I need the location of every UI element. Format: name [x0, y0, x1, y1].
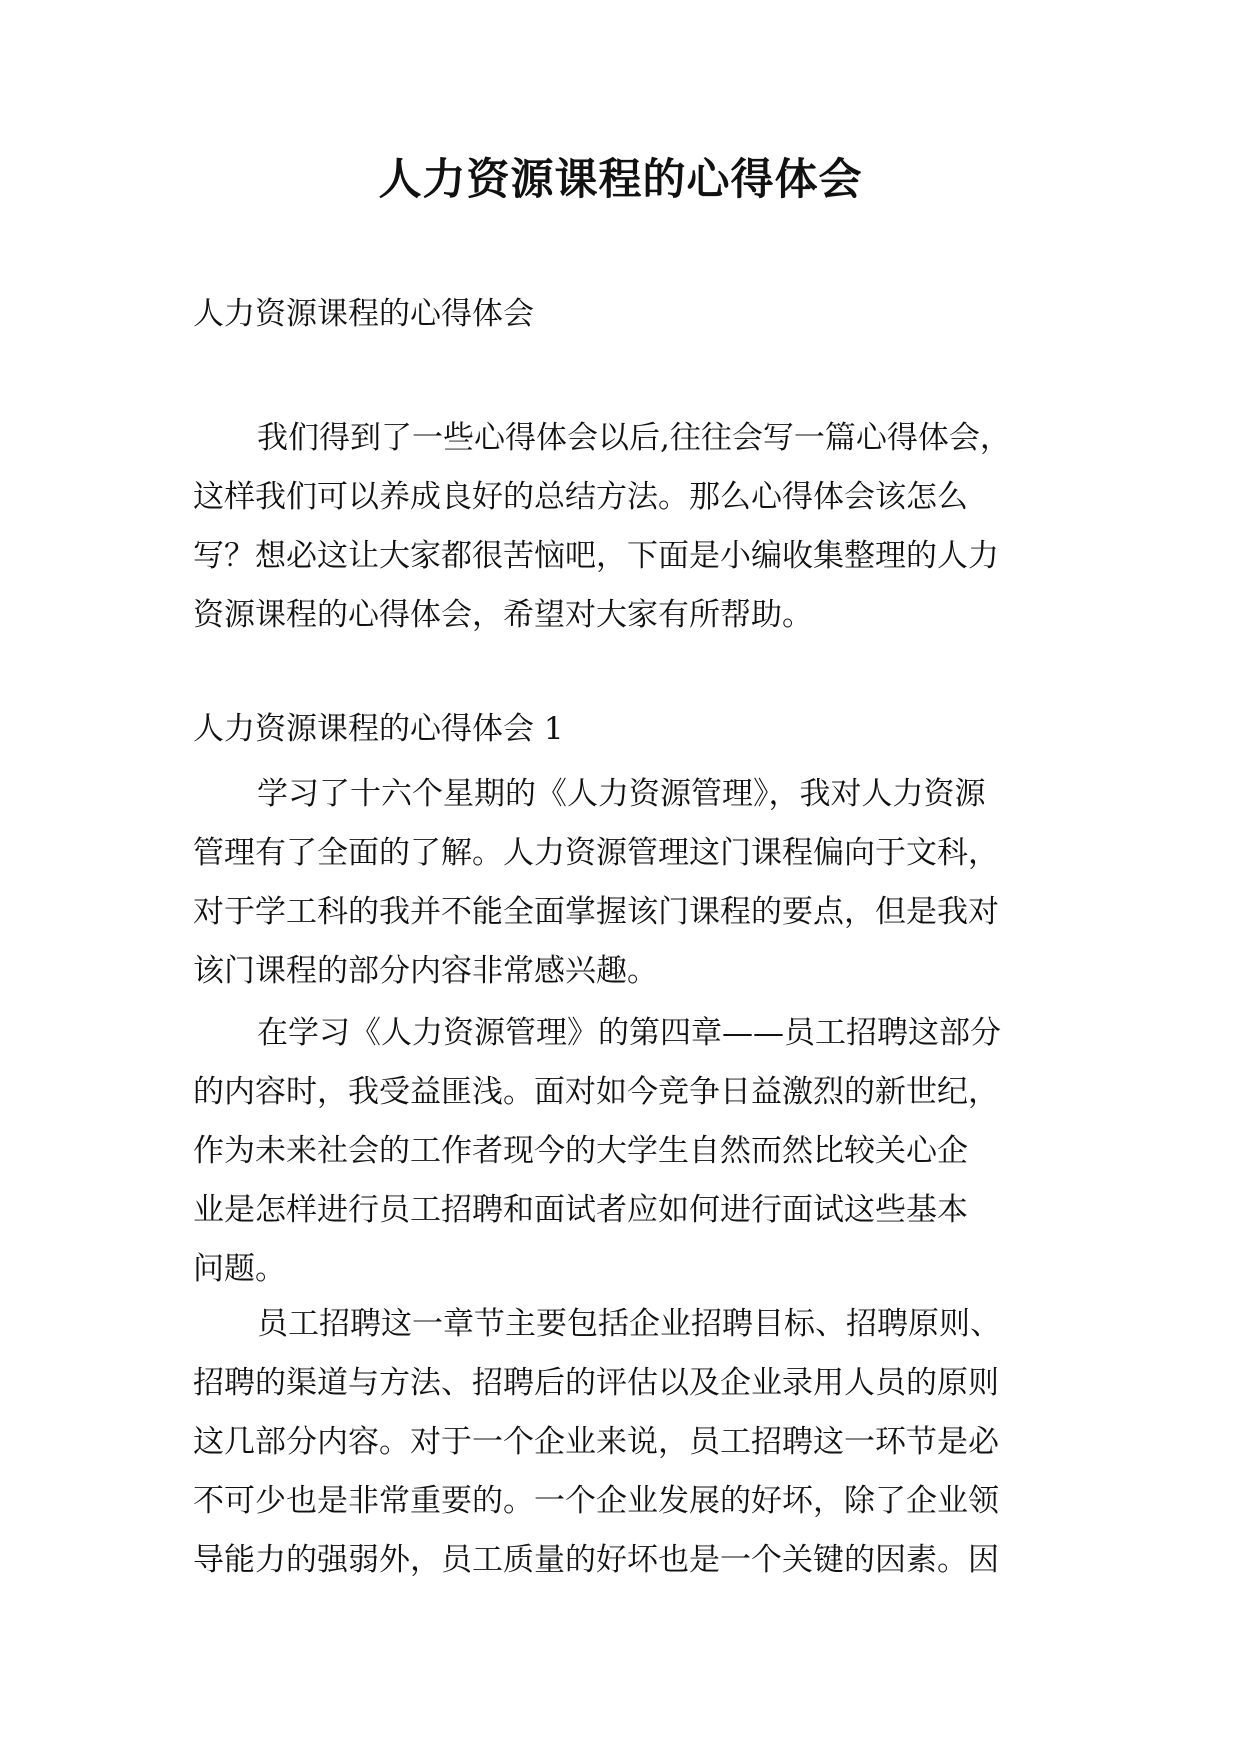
paragraph-line: 问题。 [193, 1251, 286, 1287]
paragraph-line: 资源课程的心得体会，希望对大家有所帮助。 [193, 597, 813, 633]
body-paragraph-1 [193, 765, 1073, 1001]
paragraph-line: 员工招聘这一章节主要包括企业招聘目标、招聘原则、 [257, 1306, 1001, 1342]
document-subtitle: 人力资源课程的心得体会 [193, 296, 534, 332]
paragraph-line: 作为未来社会的工作者现今的大学生自然而然比较关心企 [193, 1133, 968, 1169]
section-heading: 人力资源课程的心得体会 1 [193, 711, 564, 747]
page-title: 人力资源课程的心得体会 [378, 155, 863, 205]
paragraph-line: 招聘的渠道与方法、招聘后的评估以及企业录用人员的原则 [193, 1365, 999, 1401]
paragraph-line: 业是怎样进行员工招聘和面试者应如何进行面试这些基本 [193, 1192, 968, 1228]
intro-paragraph [193, 409, 1073, 645]
paragraph-line: 我们得到了一些心得体会以后,往往会写一篇心得体会， [257, 420, 1011, 456]
paragraph-line: 管理有了全面的了解。人力资源管理这门课程偏向于文科， [193, 835, 999, 871]
paragraph-line: 该门课程的部分内容非常感兴趣。 [193, 953, 658, 989]
paragraph-line: 写？想必这让大家都很苦恼吧，下面是小编收集整理的人力 [193, 538, 999, 574]
paragraph-line: 导能力的强弱外，员工质量的好坏也是一个关键的因素。因 [193, 1542, 999, 1578]
paragraph-line: 这几部分内容。对于一个企业来说，员工招聘这一环节是必 [193, 1424, 999, 1460]
paragraph-line: 不可少也是非常重要的。一个企业发展的好坏，除了企业领 [193, 1483, 999, 1519]
paragraph-line: 对于学工科的我并不能全面掌握该门课程的要点，但是我对 [193, 894, 999, 930]
paragraph-line: 这样我们可以养成良好的总结方法。那么心得体会该怎么 [193, 479, 968, 515]
body-paragraph-2 [193, 1004, 1073, 1299]
paragraph-line: 在学习《人力资源管理》的第四章——员工招聘这部分 [257, 1015, 1001, 1051]
paragraph-line: 的内容时，我受益匪浅。面对如今竞争日益激烈的新世纪， [193, 1074, 999, 1110]
body-paragraph-3 [193, 1295, 1073, 1590]
paragraph-line: 学习了十六个星期的《人力资源管理》，我对人力资源 [257, 776, 986, 812]
